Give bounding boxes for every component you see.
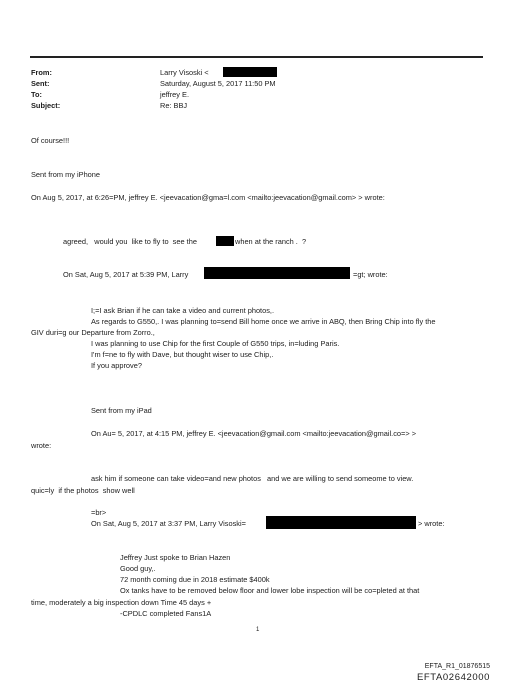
subject-label: Subject: (31, 101, 61, 110)
body-line: agreed, would you like to fly to see the (63, 237, 197, 246)
header-divider (30, 56, 483, 58)
body-line: wrote: (31, 441, 52, 450)
body-line: time, moderately a big inspection down Time 45 days + (31, 598, 212, 607)
body-line: I;=I ask Brian if he can take a video and current photos,. (91, 306, 275, 315)
body-line: I'm f=ne to fly with Dave, but thought wiser to use Chip,. (91, 350, 274, 359)
body-line: Sent from my iPhone (31, 170, 101, 179)
body-line: On Aug 5, 2017, at 6:26=PM, jeffrey E. <jeevacation@gma=l.com <mailto:jeevacation@gmail.com> > wrote: (31, 193, 385, 202)
body-line: I was planning to use Chip for the first Couple of G550 trips, in=luding Paris. (91, 339, 340, 348)
subject-value: Re: BBJ (160, 101, 188, 110)
body-line: Jeffrey Just spoke to Brian Hazen (120, 553, 231, 562)
redaction-box (266, 516, 416, 529)
sent-value: Saturday, August 5, 2017 11:50 PM (160, 79, 276, 88)
body-line: > wrote: (418, 519, 445, 528)
body-line: =gt; wrote: (353, 270, 388, 279)
body-line: when at the ranch . ? (235, 237, 307, 246)
body-line: On Sat, Aug 5, 2017 at 5:39 PM, Larry (63, 270, 189, 279)
redaction-box (223, 67, 277, 77)
body-line: Good guy,. (120, 564, 156, 573)
body-line: On Sat, Aug 5, 2017 at 3:37 PM, Larry Visoski= (91, 519, 246, 528)
from-value: Larry Visoski < (160, 68, 209, 77)
body-line: ask him if someone can take video=and new photos and we are willing to send someome to view. (91, 474, 414, 483)
body-line: On Au= 5, 2017, at 4:15 PM, jeffrey E. <jeevacation@gmail.com <mailto:jeevacation@gmail.co=> > (91, 429, 417, 438)
bates-number-large: EFTA02642000 (416, 672, 490, 683)
body-line: As regards to G550,. I was planning to=send Bill home once we arrive in ABQ, then Bring Chip into fly the (91, 317, 436, 326)
body-line: If you approve? (91, 361, 142, 370)
body-line: quic=ly if the photos show well (31, 486, 135, 495)
to-value: jeffrey E. (160, 90, 190, 99)
to-label: To: (31, 90, 42, 99)
redaction-box (204, 267, 350, 279)
page-number: 1 (256, 627, 260, 633)
body-line: 72 month coming due in 2018 estimate $400k (120, 575, 270, 584)
bates-number-small: EFTA_R1_01876515 (424, 663, 490, 670)
body-line: Sent from my iPad (91, 406, 152, 415)
redaction-box (216, 236, 234, 246)
sent-label: Sent: (31, 79, 50, 88)
body-line: Of course!!! (31, 136, 70, 145)
body-line: =br> (91, 508, 107, 517)
body-line: GIV duri=g our Departure from Zorro., (31, 328, 155, 337)
body-line: -CPDLC completed Fans1A (120, 609, 212, 618)
from-label: From: (31, 68, 52, 77)
body-line: Ox tanks have to be removed below floor and lower lobe inspection will be co=pleted at that (120, 586, 420, 595)
